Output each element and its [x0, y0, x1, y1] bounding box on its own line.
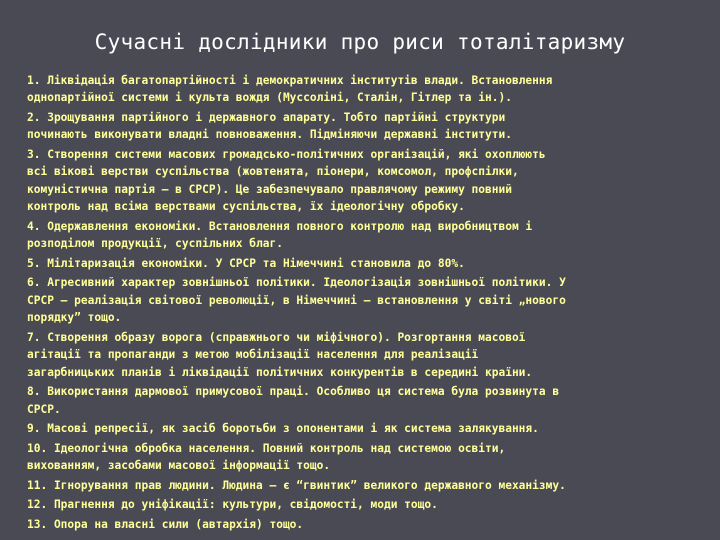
list-item-10: 10. Ідеологічна обробка населення. Повний контроль над системою освіти, вихованням, засобами масової інформації тощо. [27, 441, 506, 473]
list-item-5: 5. Мілітаризація економіки. У СРСР та Німеччині становила до 80%. [27, 256, 465, 270]
list-item-4: 4. Одержавлення економіки. Встановлення повного контролю над виробництвом і розподілом продукції, суспільних благ. [27, 219, 533, 251]
list-item-8: 8. Використання дармової примусової праці. Особливо ця система була розвинута в СРСР. [27, 385, 560, 416]
list-item-2: 2. Зрощування партійного і державного апарату. Тобто партійні структури починають виконувати владні повноваження. Підміняючи державні інститути. [27, 111, 512, 142]
list-item-13: 13. Опора на власні сили (автархія) тощо. [27, 518, 304, 531]
list-item-1: 1. Ліквідація багатопартійності і демократичних інститутів влади. Встановлення однопартійної системи і культа вождя (Муссоліні, Сталін, Гітлер та ін.). [27, 74, 553, 105]
list-item-11: 11. Ігнорування прав людини. Людина – є “гвинтик” великого державного механізму. [27, 478, 566, 492]
list-item-6: 6. Агресивний характер зовнішньої політики. Ідеологізація зовнішньої політики. У СРСР – реалізація світової революції, в Німеччині – встановлення у світі „нового порядку” тощо. [27, 276, 566, 325]
list-item-12: 12. Прагнення до уніфікації: культури, свідомості, моди тощо. [27, 498, 438, 512]
list-item-9: 9. Масові репресії, як засіб боротьби з опонентами і як система залякування. [27, 422, 539, 436]
slide-title: Сучасні дослідники про риси тоталітаризму [94, 30, 626, 54]
list-item-7: 7. Створення образу ворога (справжнього чи міфічного). Розгортання масової агітації та пропаганди з метою мобілізації населення для реалізації загарбницьких планів і ліквідації політичних конкурентів в середині країни. [27, 330, 533, 379]
list-item-3: 3. Створення системи масових громадсько-політичних організацій, які охоплюють всі вікові верстви суспільства (жовтенята, піонери, комсомол, профспілки, комуністична партія – в СРСР). Це забезпечувало правлячому режиму повний контроль над всіма верствами суспільства, їх ідеологічну обробку. [27, 148, 546, 214]
features-list [27, 72, 699, 536]
